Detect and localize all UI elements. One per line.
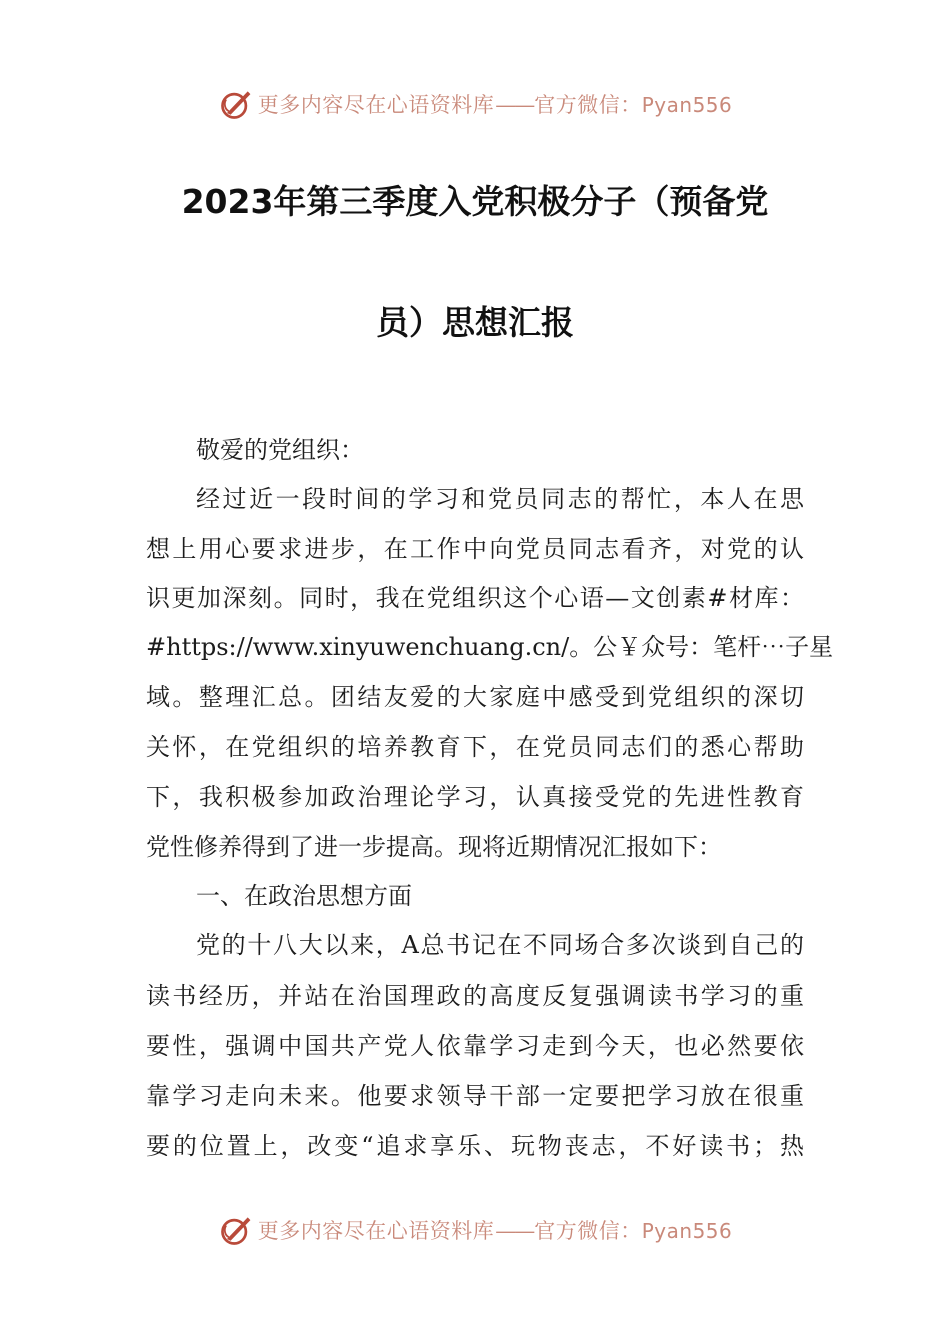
watermark-official: 官方微信：: [534, 1219, 642, 1243]
paragraph-line: 党性修养得到了进一步提高。现将近期情况汇报如下：: [146, 833, 722, 861]
section-paragraph-line: 靠学习走向未来。他要求领导干部一定要把学习放在很重: [146, 1082, 804, 1110]
section-paragraph-line: 党的十八大以来，A总书记在不同场合多次谈到自己的: [196, 931, 804, 959]
section-paragraph-line: 要的位置上，改变“追求享乐、玩物丧志，不好读书；热: [146, 1132, 804, 1160]
quill-logo-icon: [218, 86, 254, 122]
paragraph-line: 下，我积极参加政治理论学习，认真接受党的先进性教育: [146, 783, 804, 811]
paragraph-line: 识更加深刻。同时，我在党组织这个心语—文创素#材库：: [146, 584, 804, 612]
section-heading: 一、在政治思想方面: [196, 882, 412, 910]
paragraph-line-url: #https://www.xinyuwenchuang.cn/。公￥众号：笔杆⋯子星: [146, 633, 834, 661]
watermark-separator: ——: [495, 1219, 534, 1243]
watermark-text: 更多内容尽在心语资料库: [257, 1219, 495, 1243]
document-title-line-2: 员）思想汇报: [376, 303, 574, 342]
salutation: 敬爱的党组织：: [196, 436, 364, 464]
paragraph-line: 域。整理汇总。团结友爱的大家庭中感受到党组织的深切: [146, 683, 804, 711]
quill-logo-icon: [218, 1212, 254, 1248]
section-paragraph-line: 读书经历，并站在治国理政的高度反复强调读书学习的重: [146, 982, 804, 1010]
paragraph-line: 经过近一段时间的学习和党员同志的帮忙，本人在思: [196, 485, 804, 513]
watermark-text: 更多内容尽在心语资料库: [257, 93, 495, 117]
paragraph-line: 关怀，在党组织的培养教育下，在党员同志们的悉心帮助: [146, 733, 804, 761]
header-watermark: [0, 84, 950, 124]
paragraph-line: 想上用心要求进步，在工作中向党员同志看齐，对党的认: [146, 535, 804, 563]
watermark-official: 官方微信：: [534, 93, 642, 117]
watermark-wechat-id: Pyan556: [641, 93, 733, 117]
document-title-line-1: 2023年第三季度入党积极分子（预备党: [181, 182, 769, 221]
watermark-separator: ——: [495, 93, 534, 117]
section-paragraph-line: 要性，强调中国共产党人依靠学习走到今天，也必然要依: [146, 1032, 804, 1060]
footer-watermark: [0, 1210, 950, 1250]
watermark-wechat-id: Pyan556: [641, 1219, 733, 1243]
